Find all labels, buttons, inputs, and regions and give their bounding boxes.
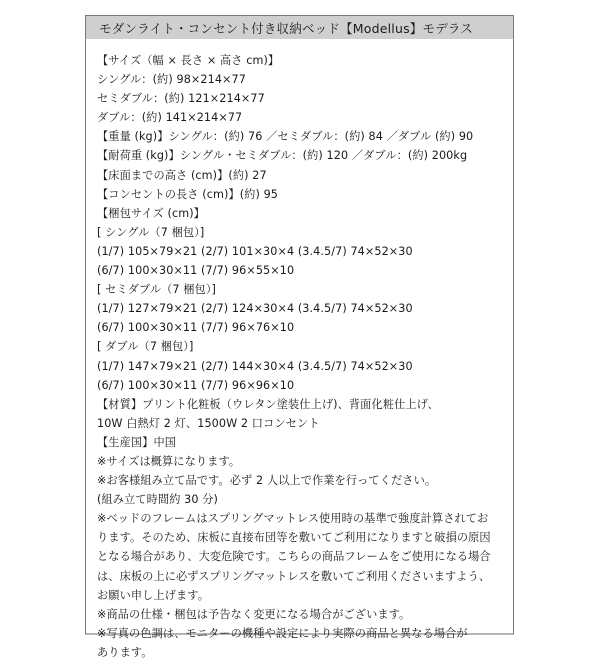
- product-title-header: [86, 16, 513, 39]
- package-double-line: (1/7) 147×79×21 (2/7) 144×30×4 (3.4.5/7) 74×52×30: [97, 359, 413, 373]
- note-line: あります。: [97, 645, 153, 659]
- material-spec: 【材質】プリント化粧板（ウレタン塗装仕上げ)、背面化粧仕上げ、: [97, 397, 439, 411]
- size-single: シングル：(約) 98×214×77: [97, 73, 246, 87]
- origin-spec: 【生産国】中国: [97, 435, 177, 449]
- note-line: ※写真の色調は、モニターの機種や設定により実際の商品と異なる場合が: [97, 626, 468, 640]
- package-double-line: (6/7) 100×30×11 (7/7) 96×96×10: [97, 378, 295, 392]
- load-capacity-spec: 【耐荷重 (kg)】シングル・セミダブル：(約) 120 ／ダブル：(約) 200kg: [97, 149, 468, 163]
- note-line: ※商品の仕様・梱包は予告なく変更になる場合がございます。: [97, 607, 411, 621]
- note-line: ※お客様組み立て品です。必ず 2 人以上で作業を行ってください。: [97, 474, 437, 488]
- package-double-label: [ ダブル（7 梱包）]: [97, 340, 194, 354]
- weight-spec: 【重量 (kg)】シングル：(約) 76 ／セミダブル：(約) 84 ／ダブル (約) 90: [97, 130, 474, 144]
- size-heading: 【サイズ（幅 × 長さ × 高さ cm)】: [97, 54, 280, 67]
- package-semidouble-line: (1/7) 127×79×21 (2/7) 124×30×4 (3.4.5/7) 74×52×30: [97, 302, 413, 316]
- package-single-label: [ シングル（7 梱包）]: [97, 225, 205, 239]
- note-line: ※ベッドのフレームはスプリングマットレス使用時の基準で強度計算されてお: [97, 512, 489, 526]
- note-line: は、床板の上に必ずスプリングマットレスを敷いてご利用くださいますよう、: [97, 569, 491, 583]
- note-line: お願い申し上げます。: [97, 588, 209, 602]
- package-semidouble-line: (6/7) 100×30×11 (7/7) 96×76×10: [97, 321, 295, 335]
- note-line: ※サイズは概算になります。: [97, 454, 241, 468]
- note-line: (組み立て時間約 30 分): [97, 493, 218, 507]
- package-single-line: (6/7) 100×30×11 (7/7) 96×55×10: [97, 264, 295, 278]
- size-semidouble: セミダブル：(約) 121×214×77: [97, 92, 265, 106]
- note-line: ります。そのため、床板に直接布団等を敷いてご利用になりますと破損の原因: [97, 531, 491, 545]
- package-semidouble-label: [ セミダブル（7 梱包）]: [97, 283, 216, 297]
- material-spec-continued: 10W 白熱灯 2 灯、1500W 2 口コンセント: [97, 416, 320, 430]
- product-spec-panel: [85, 15, 514, 659]
- spec-body: [86, 39, 513, 662]
- package-single-line: (1/7) 105×79×21 (2/7) 101×30×4 (3.4.5/7) 74×52×30: [97, 244, 413, 258]
- size-double: ダブル：(約) 141×214×77: [97, 111, 243, 125]
- note-line: となる場合があり、大変危険です。こちらの商品フレームをご使用になる場合: [97, 550, 491, 564]
- product-title: モダンライト・コンセント付き収納ベッド【Modellus】モデラス: [99, 20, 473, 36]
- package-size-heading: 【梱包サイズ (cm)】: [97, 206, 205, 220]
- floor-height-spec: 【床面までの高さ (cm)】(約) 27: [97, 168, 267, 182]
- outlet-cord-length-spec: 【コンセントの長さ (cm)】(約) 95: [97, 187, 279, 201]
